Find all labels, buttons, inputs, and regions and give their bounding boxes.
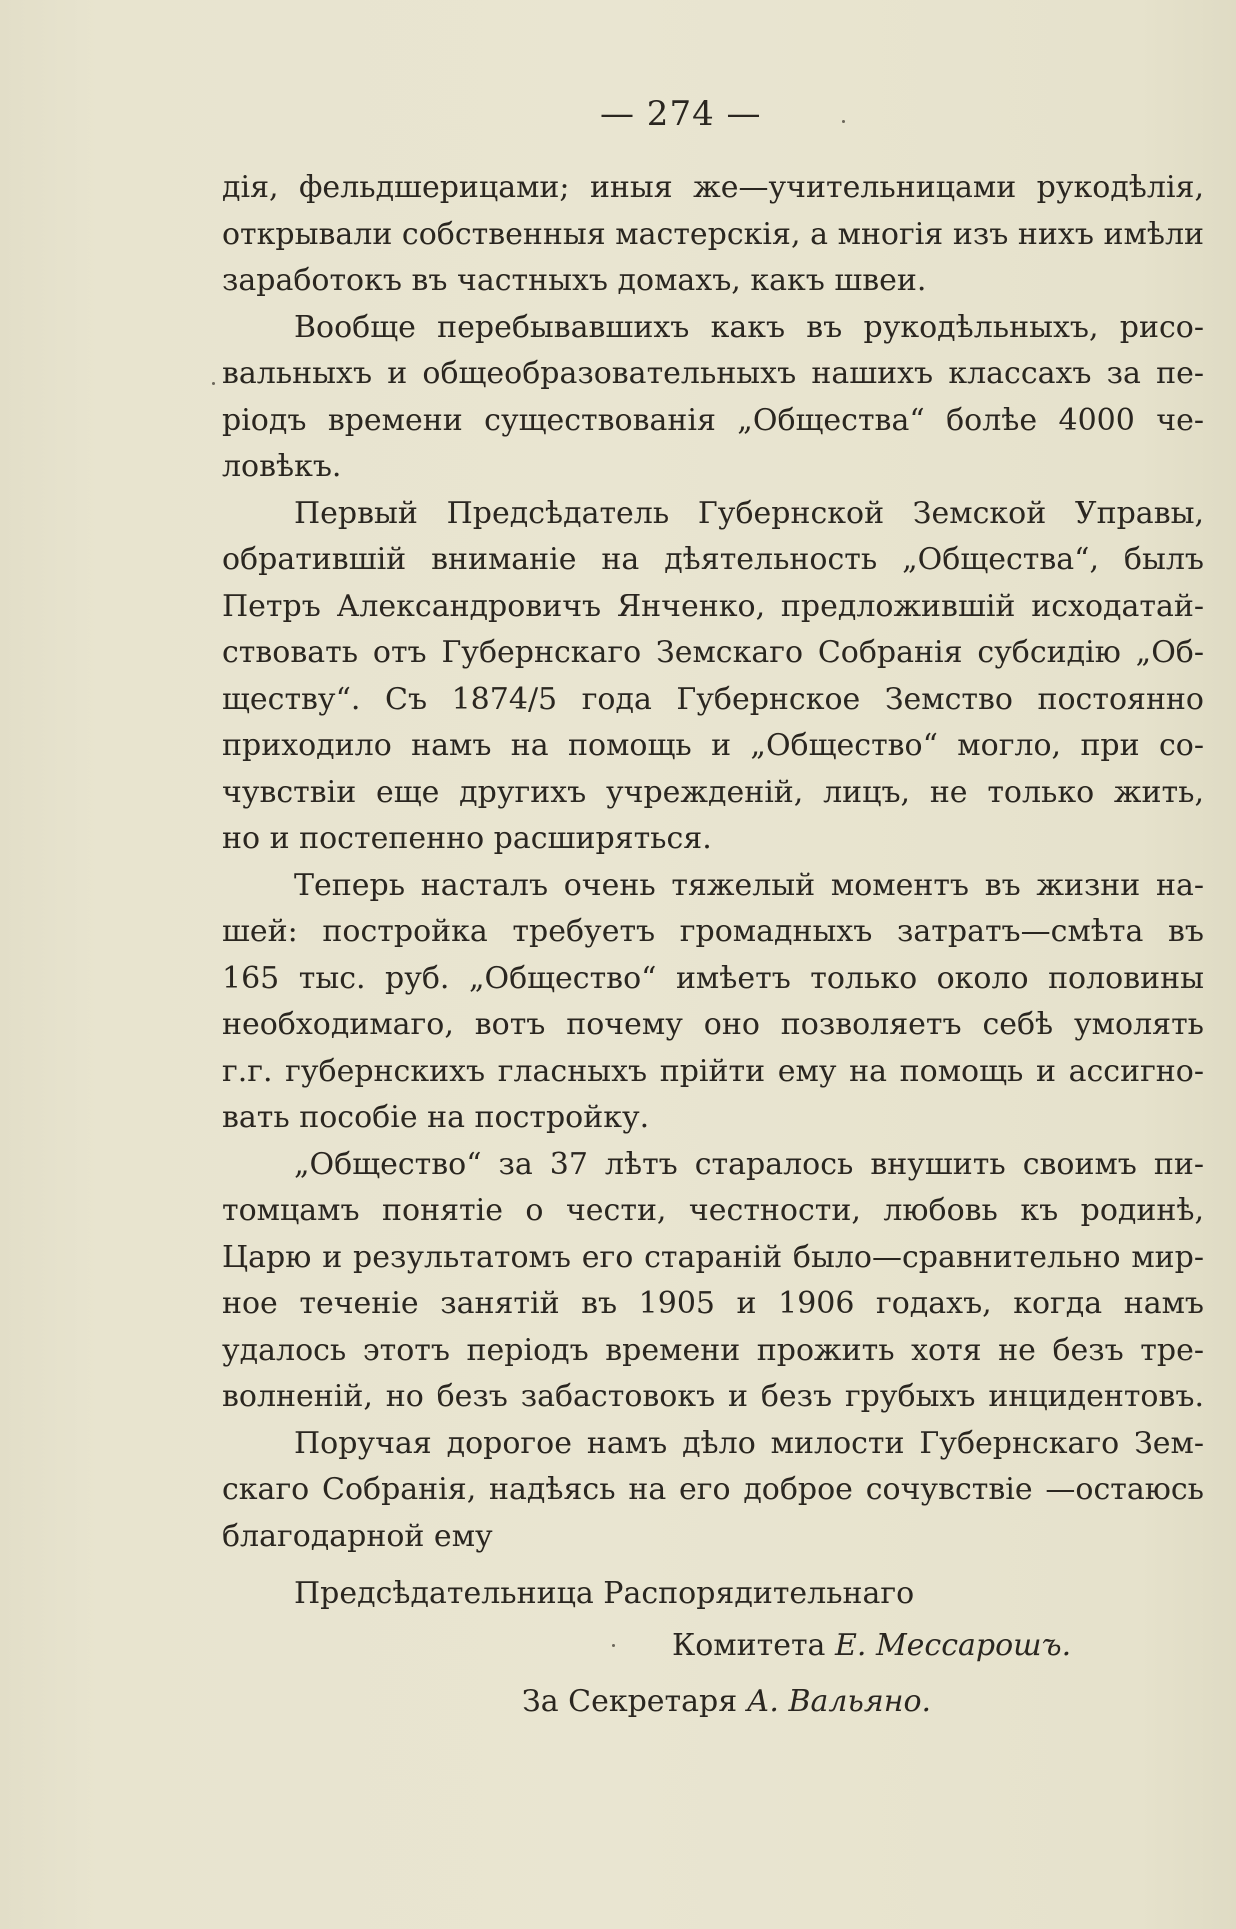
text-line: открывали собственныя мастерскія, а многія изъ нихъ имѣли xyxy=(222,216,1204,252)
text-line: Вообще перебывавшихъ какъ въ рукодѣльныхъ, рисо- xyxy=(294,309,1204,345)
body-text xyxy=(222,165,1204,1560)
signature-secretary-line xyxy=(0,1684,1236,1719)
text-line: необходимаго, вотъ почему оно позволяетъ себѣ умолять xyxy=(222,1007,1204,1042)
signature-chair-name: Е. Мессарошъ. xyxy=(834,1628,1072,1663)
text-line: вать пособіе на постройку. xyxy=(222,1100,650,1135)
signature-chair-line xyxy=(0,1628,1236,1663)
text-line: благодарной ему xyxy=(222,1518,493,1554)
text-line: Поручая дорогое намъ дѣло милости Губернскаго Зем- xyxy=(294,1425,1204,1461)
paper-speck xyxy=(612,1644,615,1647)
text-line: Петръ Александровичъ Янченко, предложившій исходатай- xyxy=(222,588,1204,624)
text-line: чувствіи еще другихъ учрежденій, лицъ, не только жить, xyxy=(222,774,1204,810)
paragraph-3 xyxy=(222,491,1204,863)
text-line: заработокъ въ частныхъ домахъ, какъ швеи. xyxy=(222,263,927,298)
page-number-container xyxy=(600,94,840,142)
paragraph-6 xyxy=(222,1421,1204,1561)
text-line: г.г. губернскихъ гласныхъ прійти ему на помощь и ассигно- xyxy=(222,1053,1204,1089)
text-line: Первый Предсѣдатель Губернской Земской Управы, xyxy=(294,495,1204,531)
paper-speck xyxy=(842,120,845,123)
text-line: удалось этотъ періодъ времени прожить хотя не безъ тре- xyxy=(222,1332,1204,1368)
text-line: ществу“. Съ 1874/5 года Губернское Земство постоянно xyxy=(222,681,1204,717)
paragraph-4 xyxy=(222,863,1204,1142)
text-line: вальныхъ и общеобразовательныхъ нашихъ классахъ за пе- xyxy=(222,356,1204,391)
signature-chair-label: Комитета xyxy=(672,1628,835,1663)
text-line: 165 тыс. руб. „Общество“ имѣетъ только около половины xyxy=(222,960,1204,996)
text-line: приходило намъ на помощь и „Общество“ могло, при со- xyxy=(222,728,1204,763)
text-line: скаго Собранія, надѣясь на его доброе сочувствіе —остаюсь xyxy=(222,1472,1204,1507)
text-line: дія, фельдшерицами; иныя же—учительницами рукодѣлія, xyxy=(222,170,1204,205)
paragraph-5 xyxy=(222,1142,1204,1421)
text-line: ное теченіе занятій въ 1905 и 1906 годахъ, когда намъ xyxy=(222,1286,1204,1321)
text-line: шей: постройка требуетъ громадныхъ затратъ—смѣта въ xyxy=(222,914,1204,949)
paragraph-2 xyxy=(222,305,1204,491)
text-line: Теперь насталъ очень тяжелый моментъ въ жизни на- xyxy=(294,867,1204,903)
text-line: ріодъ времени существованія „Общества“ болѣе 4000 че- xyxy=(222,402,1204,438)
text-line: Царю и результатомъ его стараній было—сравнительно мир- xyxy=(222,1239,1204,1275)
text-line: волненій, но безъ забастовокъ и безъ грубыхъ инцидентовъ. xyxy=(222,1379,1204,1414)
text-line: томцамъ понятіе о чести, честности, любовь къ родинѣ, xyxy=(222,1193,1204,1228)
text-line: „Общество“ за 37 лѣтъ старалось внушить своимъ пи- xyxy=(294,1146,1204,1182)
signature-title: Предсѣдательница Распорядительнаго xyxy=(294,1576,915,1611)
paper-speck xyxy=(212,382,215,385)
page-number: — 274 — xyxy=(600,94,762,134)
text-line: ловѣкъ. xyxy=(222,449,342,484)
text-line: обратившій вниманіе на дѣятельность „Общества“, былъ xyxy=(222,542,1204,577)
signature-secretary-label: За Секретаря xyxy=(522,1684,747,1719)
signature-title-line xyxy=(0,1576,1236,1611)
signature-secretary-name: А. Вальяно. xyxy=(746,1684,932,1719)
text-line: ствовать отъ Губернскаго Земскаго Собранія субсидію „Об- xyxy=(222,635,1204,670)
text-line: но и постепенно расширяться. xyxy=(222,821,712,856)
paragraph-1 xyxy=(222,165,1204,305)
